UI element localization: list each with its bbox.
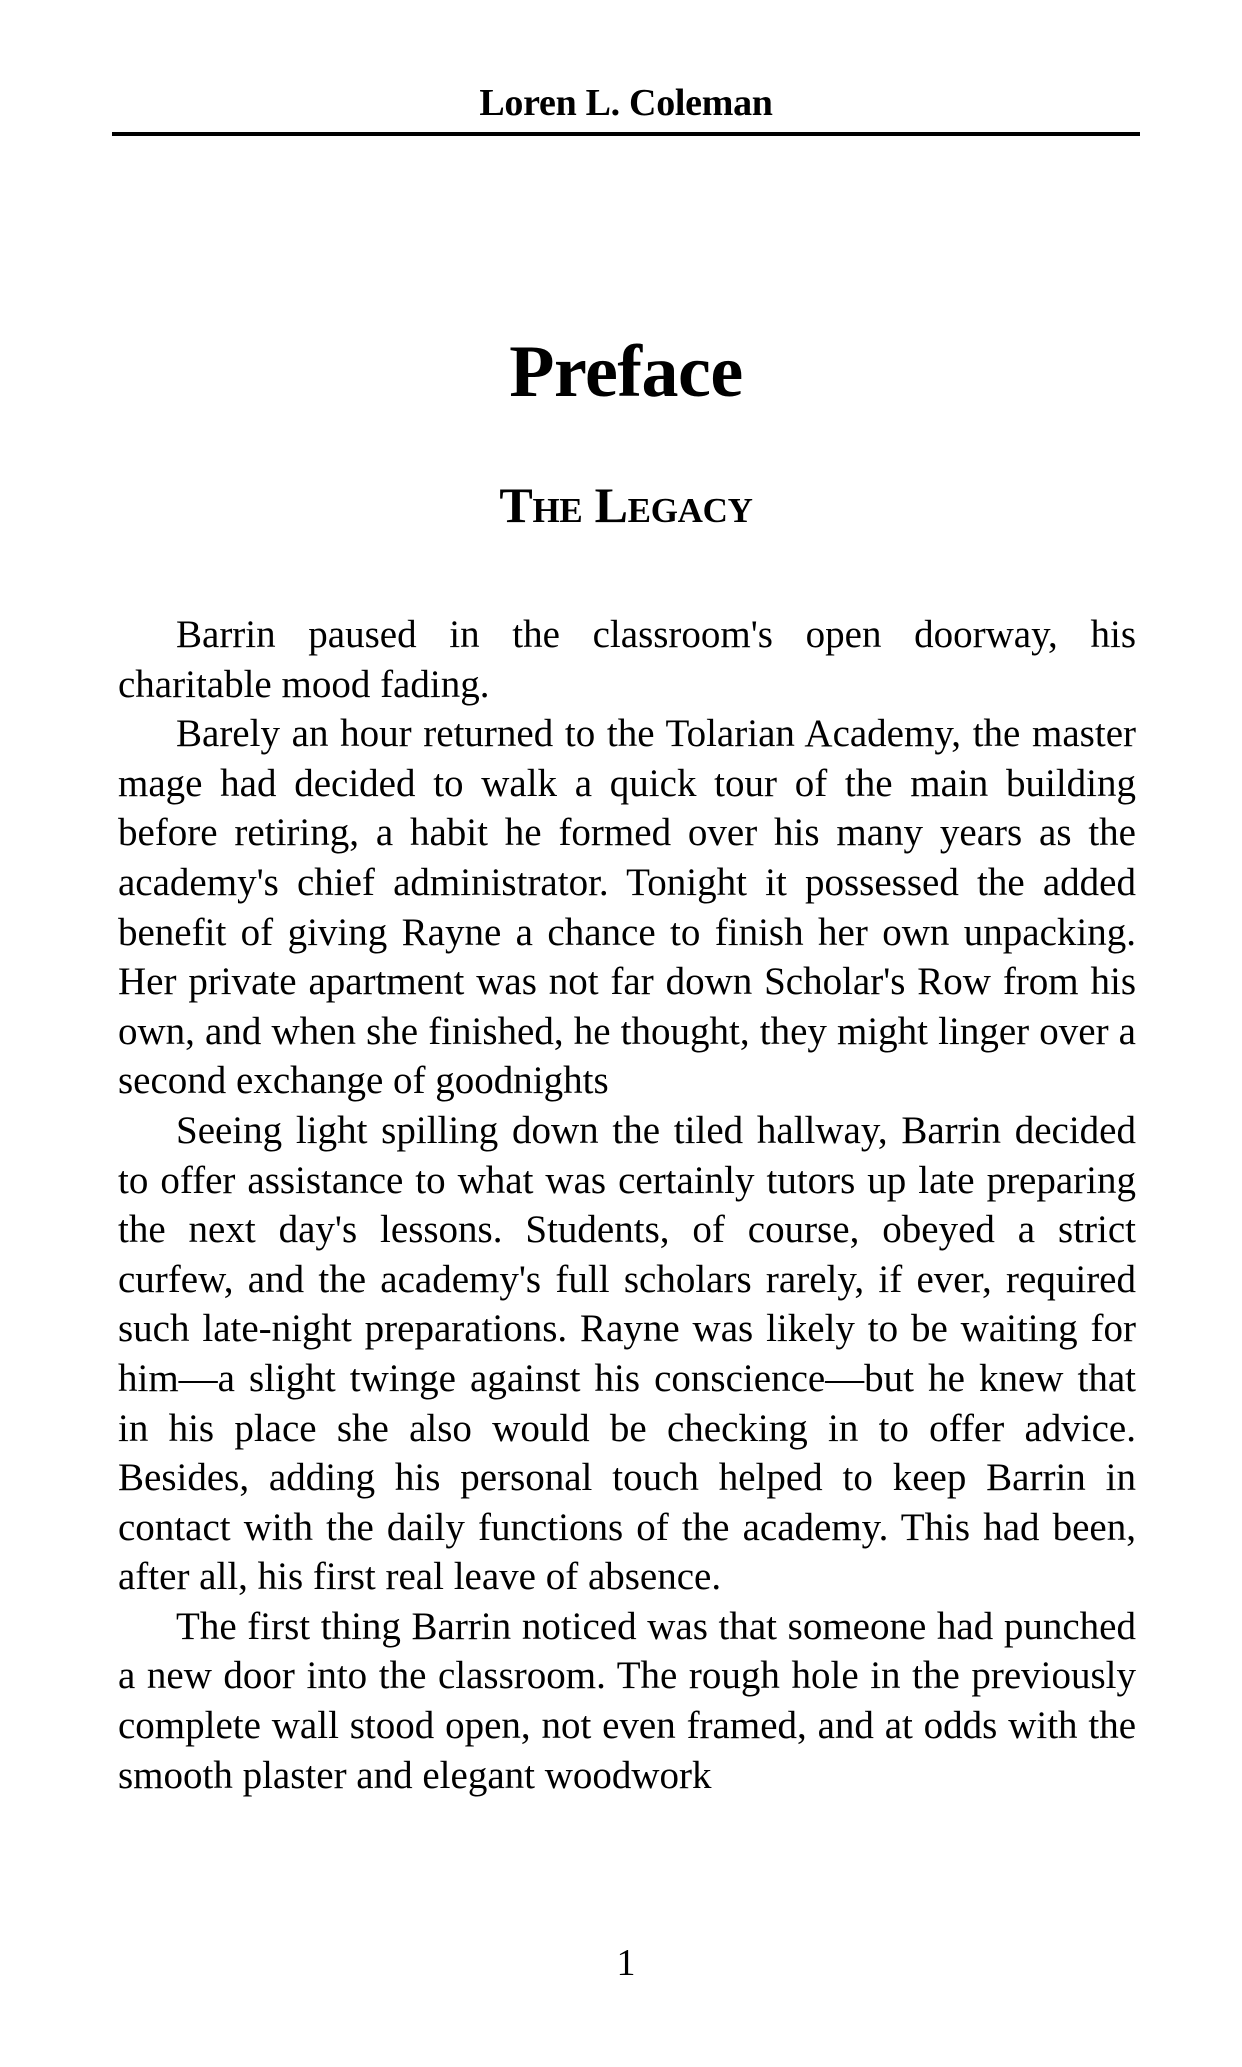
paragraph: Barely an hour returned to the Tolarian Academy, the master mage had decided to walk a quick tour of the main building before retiring, a habit he formed over his many years as the academy's chief administrator. Tonight it possessed the added benefit of giving Rayne a chance to finish her own unpacking. Her private apartment was not far down Scholar's Row from his own, and when she finished, he thought, they might linger over a second exchange of goodnights	[118, 712, 1136, 1103]
paragraph: Barrin paused in the classroom's open doorway, his charitable mood fading.	[118, 613, 1136, 706]
chapter-subtitle: The Legacy	[499, 477, 753, 533]
paragraph: The first thing Barrin noticed was that someone had punched a new door into the classroom. The rough hole in the previously complete wall stood open, not even framed, and at odds with the smooth plaster and elegant woodwork	[118, 1604, 1136, 1797]
running-header-author: Loren L. Coleman	[479, 82, 773, 124]
chapter-title: Preface	[509, 331, 743, 413]
paragraph: Seeing light spilling down the tiled hallway, Barrin decided to offer assistance to what was certainly tutors up late preparing the next day's lessons. Students, of course, obeyed a strict curfew, and the academy's full scholars rarely, if ever, required such late-night preparations. Rayne was likely to be waiting for him—a slight twinge against his conscience—but he knew that in his place she also would be checking in to offer advice. Besides, adding his personal touch helped to keep Barrin in contact with the daily functions of the academy. This had been, after all, his first real leave of absence.	[118, 1108, 1136, 1599]
page-number: 1	[616, 1942, 636, 1984]
header-rule	[112, 132, 1140, 136]
body-text	[118, 610, 1136, 1800]
